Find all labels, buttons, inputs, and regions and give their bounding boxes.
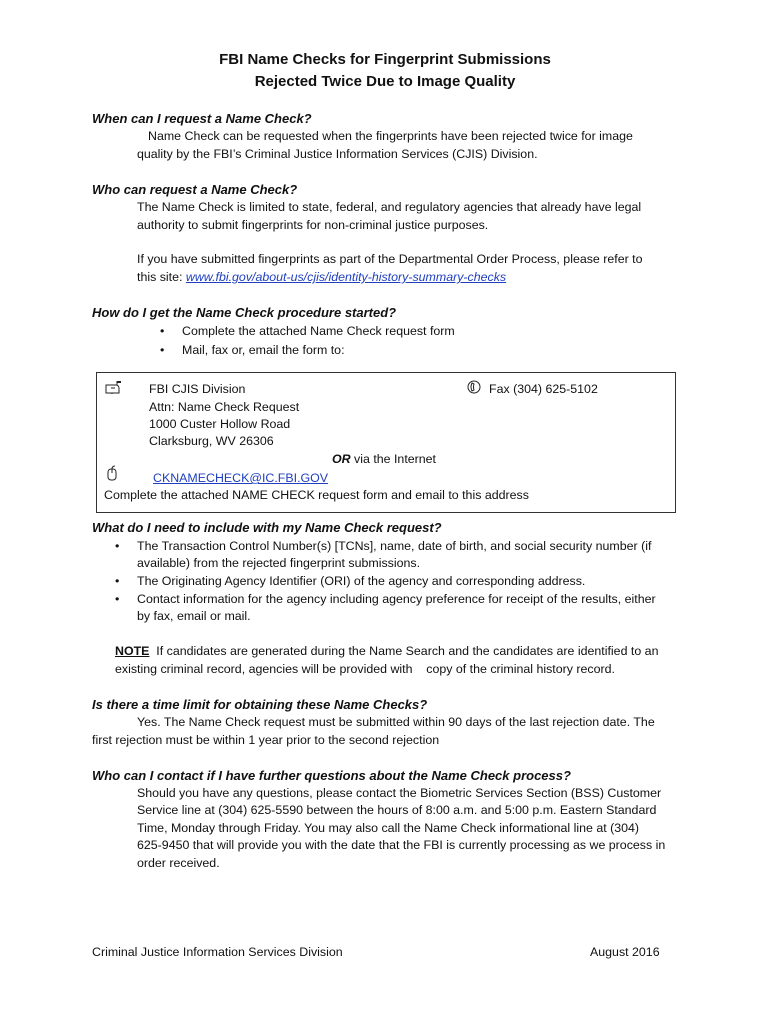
fax-number: Fax (304) 625-5102 bbox=[489, 382, 598, 396]
questions-line-1: Should you have any questions, please contact the Biometric Services Section (BSS) Customer bbox=[137, 786, 662, 800]
note-label: NOTE bbox=[115, 644, 150, 658]
address-line-3: 1000 Custer Hollow Road bbox=[149, 417, 291, 431]
how-heading: How do I get the Name Check procedure started? bbox=[92, 305, 397, 320]
page-title-line-2: Rejected Twice Due to Image Quality bbox=[254, 73, 516, 90]
address-line-1: FBI CJIS Division bbox=[149, 382, 246, 396]
bullet-icon: • bbox=[115, 592, 120, 606]
time-limit-heading: Is there a time limit for obtaining these Name Checks? bbox=[92, 697, 428, 712]
bullet-icon: • bbox=[115, 574, 120, 588]
questions-line-4: 625-9450 that will provide you with the date that the FBI is currently processing as we process in bbox=[137, 838, 666, 852]
who-refer-line-2 bbox=[137, 269, 506, 286]
how-bullet-1-text: Complete the attached Name Check request form bbox=[182, 324, 455, 338]
computer-mouse-icon bbox=[105, 465, 119, 481]
what-bullet-1-line-2: available) from the rejected fingerprint submissions. bbox=[137, 556, 421, 570]
who-refer-prefix: this site: bbox=[137, 270, 186, 284]
questions-line-3: Time, Monday through Friday. You may also call the Name Check informational line at (304) bbox=[137, 821, 640, 835]
email-link[interactable]: CKNAMECHECK@IC.FBI.GOV bbox=[153, 471, 329, 485]
note-line-1 bbox=[115, 643, 658, 660]
footer-date: August 2016 bbox=[590, 945, 660, 959]
what-bullet-2-text: The Originating Agency Identifier (ORI) of the agency and corresponding address. bbox=[137, 574, 586, 588]
or-rest: via the Internet bbox=[350, 452, 437, 466]
time-limit-line-2: first rejection must be within 1 year prior to the second rejection bbox=[92, 733, 440, 747]
footer-division: Criminal Justice Information Services Division bbox=[92, 945, 343, 959]
identity-history-link[interactable]: www.fbi.gov/about-us/cjis/identity-history-summary-checks bbox=[185, 270, 507, 284]
page-title-line-1: FBI Name Checks for Fingerprint Submissions bbox=[219, 51, 551, 68]
note-text-1: If candidates are generated during the Name Search and the candidates are identified to an bbox=[149, 644, 659, 658]
who-text-line-2: authority to submit fingerprints for non-criminal justice purposes. bbox=[137, 218, 489, 232]
questions-line-2: Service line at (304) 625-5590 between the hours of 8:00 a.m. and 5:00 p.m. Eastern Standard bbox=[137, 803, 657, 817]
when-text-line-2: quality by the FBI’s Criminal Justice Information Services (CJIS) Division. bbox=[137, 147, 538, 161]
what-bullet-3-line-2: by fax, email or mail. bbox=[137, 609, 251, 623]
time-limit-line-1: Yes. The Name Check request must be submitted within 90 days of the last rejection date. The bbox=[137, 715, 655, 729]
how-bullet-2-text: Mail, fax or, email the form to: bbox=[182, 343, 345, 357]
address-line-2: Attn: Name Check Request bbox=[149, 400, 300, 414]
address-line-4: Clarksburg, WV 26306 bbox=[149, 434, 274, 448]
what-bullet-3-line-1: Contact information for the agency including agency preference for receipt of the results, either bbox=[137, 592, 656, 606]
when-heading: When can I request a Name Check? bbox=[92, 111, 312, 126]
questions-line-5: order received. bbox=[137, 856, 220, 870]
when-text-line-1: Name Check can be requested when the fingerprints have been rejected twice for image bbox=[148, 129, 633, 143]
email-instructions: Complete the attached NAME CHECK request form and email to this address bbox=[104, 488, 529, 502]
questions-heading: Who can I contact if I have further questions about the Name Check process? bbox=[92, 768, 571, 783]
phone-icon bbox=[467, 380, 481, 394]
note-line-2: existing criminal record, agencies will be provided with copy of the criminal history record. bbox=[115, 662, 615, 676]
what-heading: What do I need to include with my Name Check request? bbox=[92, 520, 442, 535]
mailbox-icon bbox=[103, 380, 125, 394]
or-internet-line bbox=[332, 451, 436, 468]
bullet-icon: • bbox=[160, 343, 165, 357]
what-bullet-1-line-1: The Transaction Control Number(s) [TCNs], name, date of birth, and social security number (if bbox=[137, 539, 652, 553]
bullet-icon: • bbox=[160, 324, 165, 338]
or-label: OR bbox=[332, 452, 351, 466]
who-heading: Who can request a Name Check? bbox=[92, 182, 298, 197]
who-text-line-1: The Name Check is limited to state, federal, and regulatory agencies that already have legal bbox=[137, 200, 642, 214]
contact-box bbox=[96, 372, 676, 513]
bullet-icon: • bbox=[115, 539, 120, 553]
who-refer-line-1: If you have submitted fingerprints as part of the Departmental Order Process, please refer to bbox=[137, 252, 643, 266]
